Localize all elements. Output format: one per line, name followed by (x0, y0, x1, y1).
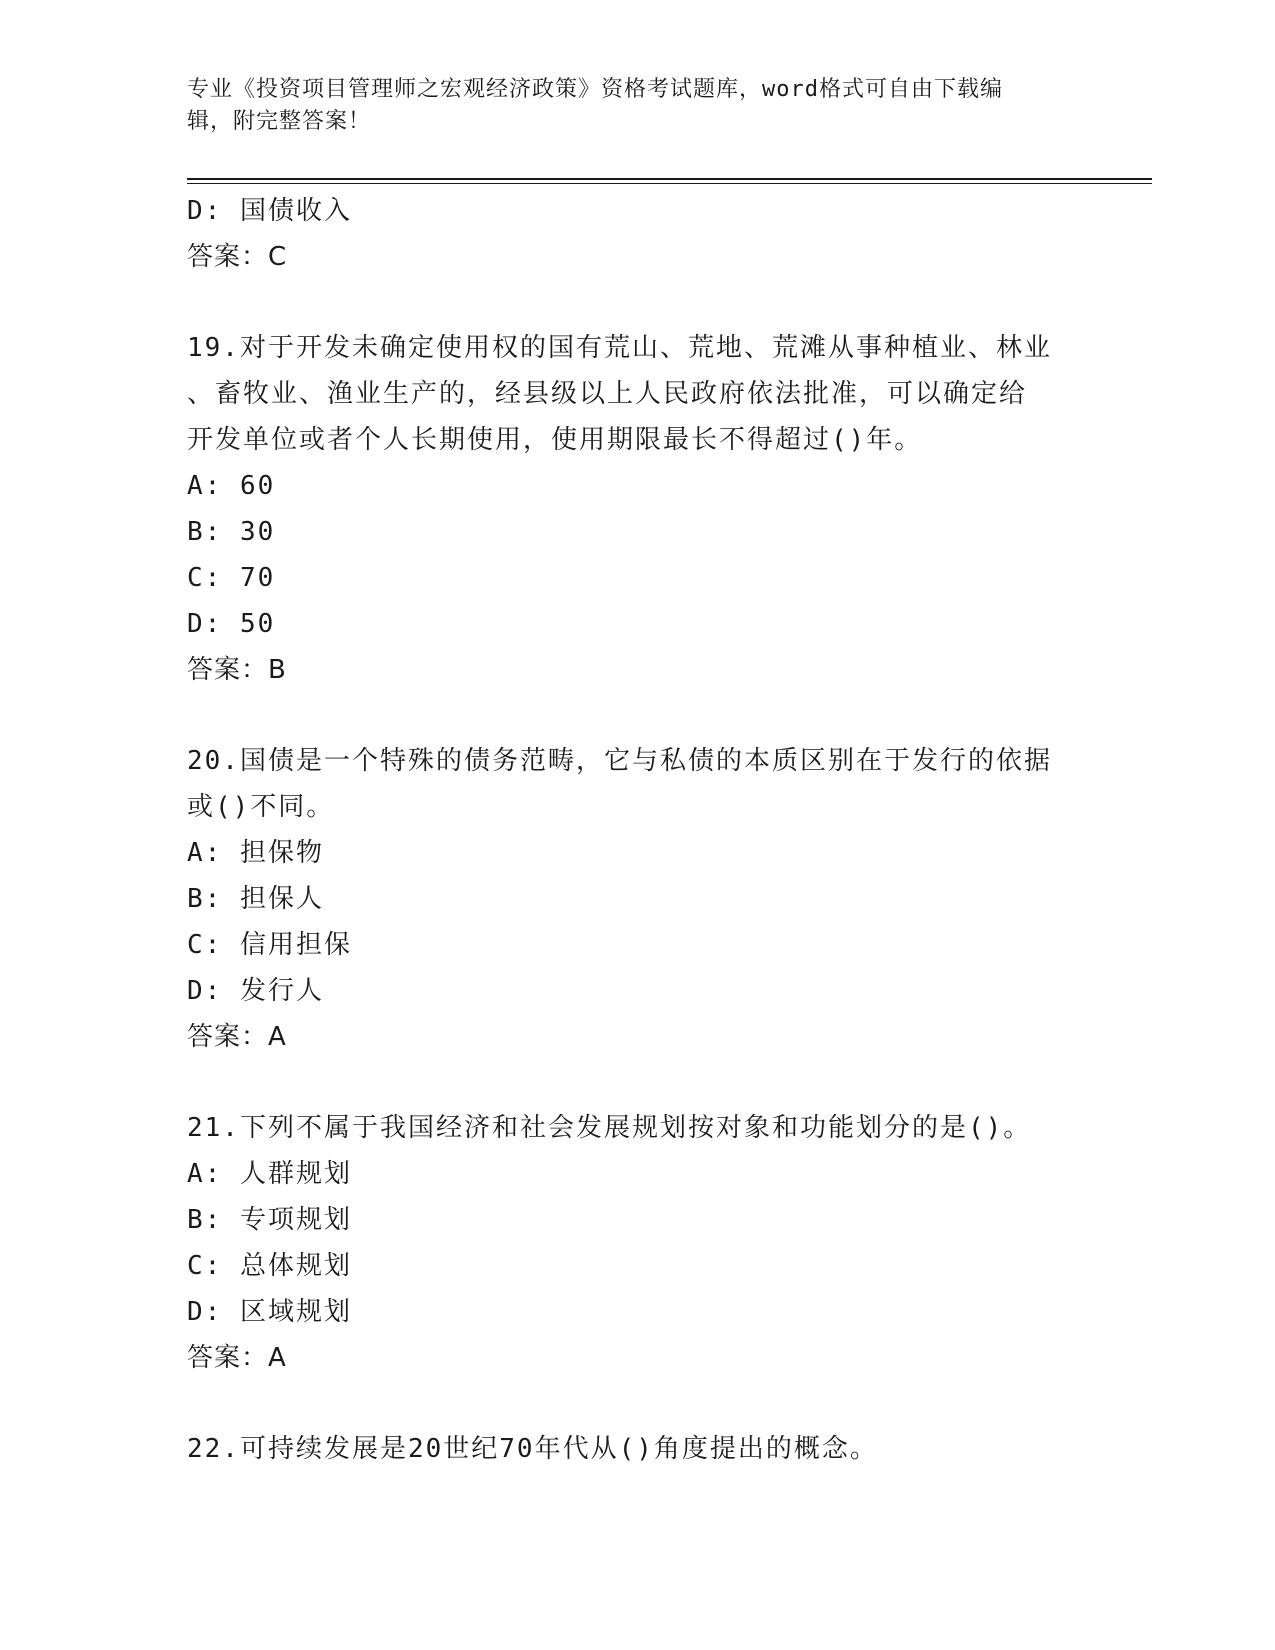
option-a: A: 60 (187, 471, 276, 501)
question-text-line: 、畜牧业、渔业生产的，经县级以上人民政府依法批准，可以确定给 (187, 379, 1028, 409)
answer-label: 答案：A (187, 1343, 287, 1373)
answer-label: 答案：A (187, 1022, 287, 1052)
header-line-2: 辑，附完整答案！ (187, 109, 372, 134)
question-20 (187, 738, 1077, 1060)
option-b: B: 30 (187, 517, 276, 547)
option-d: D: 区域规划 (187, 1297, 352, 1327)
question-19 (187, 325, 1077, 693)
option-d: D: 50 (187, 609, 276, 639)
option-c: C: 信用担保 (187, 930, 352, 960)
question-text-line: 或()不同。 (187, 792, 335, 822)
option-d: D: 发行人 (187, 976, 324, 1006)
question-text-line: 20.国债是一个特殊的债务范畴，它与私债的本质区别在于发行的依据 (187, 746, 1052, 776)
option-d: D: 国债收入 (187, 196, 352, 226)
header-line-1: 专业《投资项目管理师之宏观经济政策》资格考试题库，word格式可自由下载编 (187, 77, 1003, 102)
answer-label: 答案：C (187, 242, 288, 272)
option-b: B: 专项规划 (187, 1205, 352, 1235)
header-divider-thin (187, 183, 1152, 184)
option-c: C: 总体规划 (187, 1251, 352, 1281)
question-content (187, 188, 1077, 1472)
option-c: C: 70 (187, 563, 276, 593)
page-header (187, 74, 1067, 138)
question-text-line: 开发单位或者个人长期使用，使用期限最长不得超过()年。 (187, 425, 923, 455)
question-text-line: 22.可持续发展是20世纪70年代从()角度提出的概念。 (187, 1434, 878, 1464)
question-21 (187, 1105, 1077, 1381)
option-a: A: 担保物 (187, 838, 324, 868)
option-b: B: 担保人 (187, 884, 324, 914)
question-22 (187, 1426, 1077, 1472)
option-a: A: 人群规划 (187, 1159, 352, 1189)
header-divider-thick (187, 178, 1152, 180)
answer-label: 答案：B (187, 655, 287, 685)
question-text-line: 19.对于开发未确定使用权的国有荒山、荒地、荒滩从事种植业、林业 (187, 333, 1052, 363)
question-text-line: 21.下列不属于我国经济和社会发展规划按对象和功能划分的是()。 (187, 1113, 1032, 1143)
